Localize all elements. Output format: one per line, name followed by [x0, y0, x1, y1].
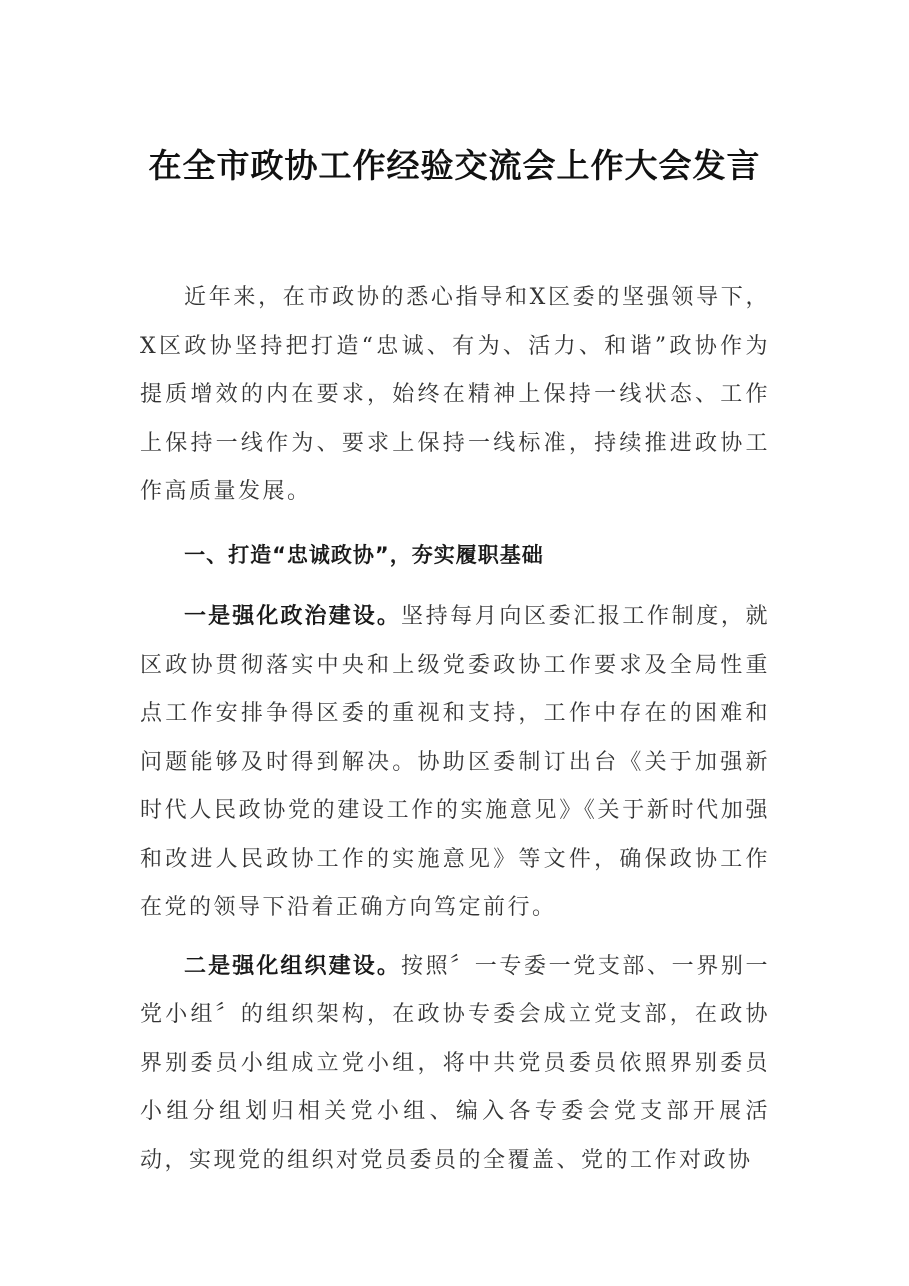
paragraph-lead: 一是强化政治建设。 — [184, 604, 401, 629]
paragraph-organization-building — [140, 943, 770, 1186]
section-heading: 一、打造“忠诚政协”，夯实履职基础 — [184, 542, 544, 567]
spacer — [140, 517, 770, 527]
page-title: 在全市政协工作经验交流会上作大会发言 — [148, 146, 761, 185]
intro-paragraph: 近年来，在市政协的悉心指导和X区委的坚强领导下，X区政协坚持把打造“忠诚、有为、活力、和谐”政协作为提质增效的内在要求，始终在精神上保持一线状态、工作上保持一线作为、要求上保持一线标准，持续推进政协工作高质量发展。 — [140, 285, 770, 504]
spacer — [140, 933, 770, 943]
paragraph-lead: 二是强化组织建设。 — [184, 953, 401, 979]
paragraph-political-building — [140, 593, 770, 933]
paragraph-text: 坚持每月向区委汇报工作制度，就区政协贯彻落实中央和上级党委政协工作要求及全局性重点工作安排争得区委的重视和支持，工作中存在的困难和问题能够及时得到解决。协助区委制订出台《关于加强新时代人民政协党的建设工作的实施意见》《关于新时代加强和改进人民政协工作的实施意见》等文件，确保政协工作在党的领导下沿着正确方向笃定前行。 — [140, 604, 770, 920]
document-body — [140, 274, 770, 1185]
paragraph-text: 按照〞一专委一党支部、一界别一党小组〞的组织架构，在政协专委会成立党支部，在政协界别委员小组成立党小组，将中共党员委员依照界别委员小组分组划归相关党小组、编入各专委会党支部开展活动，实现党的组织对党员委员的全覆盖、党的工作对政协 — [140, 953, 770, 1173]
spacer — [140, 583, 770, 593]
